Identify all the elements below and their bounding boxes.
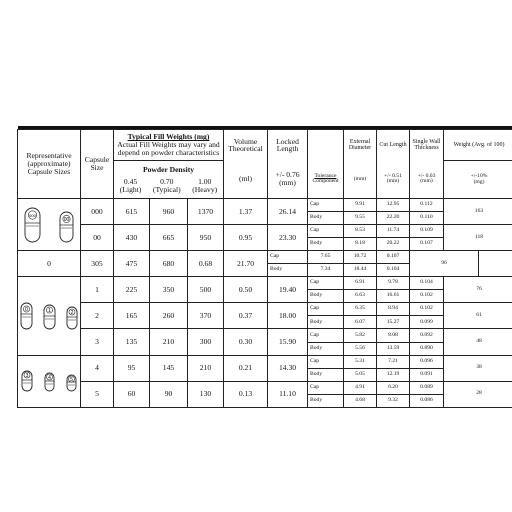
fill-light-cell: 135 bbox=[114, 329, 150, 355]
cap-wall-cell: 0.096 bbox=[410, 355, 444, 368]
fill-light-cell: 305 bbox=[81, 251, 114, 277]
fill-heavy-cell: 370 bbox=[188, 303, 224, 329]
component-body: Body bbox=[308, 290, 344, 303]
powder-density-label: Powder Density bbox=[142, 164, 195, 174]
cap-diameter-cell: 7.65 bbox=[308, 251, 344, 264]
cap-cut-length-cell: 12.95 bbox=[377, 199, 410, 212]
volume-cell: 1.37 bbox=[224, 199, 268, 225]
fill-typical-cell: 475 bbox=[114, 251, 150, 277]
tolerance-label: Tolerance bbox=[314, 172, 337, 179]
component-body: Body bbox=[268, 264, 308, 277]
cap-cut-length-cell: 8.08 bbox=[377, 329, 410, 342]
capsule-size-label: 000 bbox=[29, 212, 37, 218]
component-body: Body bbox=[308, 212, 344, 225]
body-cut-length-cell: 22.20 bbox=[377, 212, 410, 225]
weight-cell: 28 bbox=[444, 381, 512, 407]
capsule-icon bbox=[66, 306, 78, 330]
capsule-illustration-group bbox=[18, 277, 81, 355]
weight-cell: 61 bbox=[444, 303, 512, 329]
cap-cut-length-cell: 6.20 bbox=[377, 381, 410, 394]
cap-diameter-cell: 8.53 bbox=[344, 225, 377, 238]
cap-diameter-cell: 5.82 bbox=[344, 329, 377, 342]
capsule-size-cell: 000 bbox=[81, 199, 114, 225]
body-cut-length-cell: 12.19 bbox=[377, 368, 410, 381]
tolerance-spacer bbox=[308, 130, 344, 161]
body-diameter-cell: 8.18 bbox=[344, 238, 377, 251]
cap-diameter-cell: 4.91 bbox=[344, 381, 377, 394]
component-cap: Cap bbox=[268, 251, 308, 264]
density-columns bbox=[114, 178, 223, 194]
fill-heavy-cell: 950 bbox=[188, 225, 224, 251]
cut-length-header: Cut Length bbox=[377, 130, 410, 161]
volume-cell: 0.13 bbox=[224, 381, 268, 407]
capsule-size-label: 5 bbox=[70, 377, 73, 384]
typical-fill-title: Typical Fill Weights (mg) bbox=[127, 132, 210, 142]
fill-light-cell: 165 bbox=[114, 303, 150, 329]
fill-note: Actual Fill Weights may vary and depend on powder characteristics bbox=[117, 140, 220, 158]
cap-diameter-cell: 5.31 bbox=[344, 355, 377, 368]
cap-diameter-cell: 9.91 bbox=[344, 199, 377, 212]
table-row bbox=[18, 329, 512, 342]
locked-length-header: Locked Length bbox=[268, 130, 308, 161]
cap-wall-cell: 0.102 bbox=[410, 303, 444, 316]
body-diameter-cell: 6.07 bbox=[344, 316, 377, 329]
density-heavy: 1.00 (Heavy) bbox=[192, 176, 218, 194]
cap-diameter-cell: 6.91 bbox=[344, 277, 377, 290]
capsule-icon bbox=[20, 302, 33, 330]
capsule-icon bbox=[24, 207, 41, 243]
powder-density-block bbox=[114, 161, 224, 199]
table-row bbox=[18, 251, 512, 264]
fill-light-cell: 430 bbox=[114, 225, 150, 251]
cap-cut-length-cell: 9.78 bbox=[377, 277, 410, 290]
capsule-icon bbox=[21, 370, 33, 392]
body-wall-cell: 0.110 bbox=[410, 212, 444, 225]
table-row bbox=[18, 199, 512, 212]
component-cap: Cap bbox=[308, 355, 344, 368]
table-row bbox=[18, 355, 512, 368]
body-wall-cell: 0.890 bbox=[410, 342, 444, 355]
cap-wall-cell: 0.089 bbox=[410, 381, 444, 394]
weight-unit-block bbox=[444, 161, 512, 199]
component-body: Body bbox=[308, 238, 344, 251]
cut-unit-block bbox=[377, 161, 410, 199]
fill-heavy-cell: 210 bbox=[188, 355, 224, 381]
capsule-size-header: Capsule Size bbox=[81, 130, 114, 199]
capsule-size-cell: 0 bbox=[18, 251, 81, 277]
fill-heavy-cell: 500 bbox=[188, 277, 224, 303]
capsule-illustration-group bbox=[18, 355, 81, 407]
weight-cell: 96 bbox=[410, 251, 479, 277]
volume-cell: 0.95 bbox=[224, 225, 268, 251]
capsule-icon bbox=[66, 374, 77, 392]
component-cap: Cap bbox=[308, 329, 344, 342]
wall-unit-block bbox=[410, 161, 444, 199]
representative-header: Representative (approximate) Capsule Sizes bbox=[18, 130, 81, 199]
capsule-size-cell: 1 bbox=[81, 277, 114, 303]
weight-header: Weight (Avg. of 100) bbox=[444, 130, 512, 161]
locked-length-cell: 15.90 bbox=[268, 329, 308, 355]
component-cap: Cap bbox=[308, 225, 344, 238]
capsule-icon bbox=[59, 211, 74, 243]
cut-tolerance: +/- 0.51 bbox=[384, 172, 402, 179]
body-diameter-cell: 4.68 bbox=[344, 394, 377, 407]
fill-heavy-cell: 130 bbox=[188, 381, 224, 407]
capsule-size-label: 4 bbox=[48, 375, 51, 382]
body-cut-length-cell: 13.59 bbox=[377, 342, 410, 355]
cap-wall-cell: 0.092 bbox=[410, 329, 444, 342]
cap-wall-cell: 0.107 bbox=[377, 251, 410, 264]
density-light: 0.45 (Light) bbox=[119, 176, 142, 194]
locked-length-cell: 18.00 bbox=[268, 303, 308, 329]
weight-cell: 118 bbox=[444, 225, 512, 251]
body-diameter-cell: 5.56 bbox=[344, 342, 377, 355]
cap-cut-length-cell: 7.21 bbox=[377, 355, 410, 368]
cap-wall-cell: 0.104 bbox=[410, 277, 444, 290]
fill-heavy-cell: 680 bbox=[150, 251, 188, 277]
wall-unit: (mm) bbox=[420, 178, 433, 185]
locked-length-cell: 23.30 bbox=[268, 225, 308, 251]
capsule-icon bbox=[43, 304, 56, 330]
body-wall-cell: 0.091 bbox=[410, 368, 444, 381]
body-wall-cell: 0.102 bbox=[410, 290, 444, 303]
component-body: Body bbox=[308, 316, 344, 329]
capsule-illustration-group bbox=[18, 199, 81, 251]
table-row bbox=[18, 277, 512, 290]
body-diameter-cell: 7.34 bbox=[308, 264, 344, 277]
cap-wall-cell: 0.109 bbox=[410, 225, 444, 238]
weight-cell: 163 bbox=[444, 199, 512, 225]
capsule-size-cell: 00 bbox=[81, 225, 114, 251]
component-body: Body bbox=[308, 368, 344, 381]
volume-unit: (ml) bbox=[224, 161, 268, 199]
volume-header: Volume Theoretical bbox=[224, 130, 268, 161]
capsule-size-cell: 5 bbox=[81, 381, 114, 407]
body-cut-length-cell: 9.32 bbox=[377, 394, 410, 407]
body-diameter-cell: 9.55 bbox=[344, 212, 377, 225]
locked-length-cell: 11.10 bbox=[268, 381, 308, 407]
fill-typical-cell: 665 bbox=[150, 225, 188, 251]
component-cap: Cap bbox=[308, 381, 344, 394]
component-label: Component bbox=[312, 178, 339, 185]
table-row bbox=[18, 381, 512, 394]
fill-typical-cell: 260 bbox=[150, 303, 188, 329]
component-cap: Cap bbox=[308, 277, 344, 290]
typical-fill-header bbox=[114, 130, 224, 161]
fill-light-cell: 60 bbox=[114, 381, 150, 407]
capsule-size-chart bbox=[17, 126, 505, 408]
component-body: Body bbox=[308, 342, 344, 355]
capsule-size-cell: 3 bbox=[81, 329, 114, 355]
locked-length-cell: 26.14 bbox=[268, 199, 308, 225]
fill-heavy-cell: 300 bbox=[188, 329, 224, 355]
volume-cell: 0.50 bbox=[224, 277, 268, 303]
volume-cell: 0.68 bbox=[188, 251, 224, 277]
body-cut-length-cell: 20.22 bbox=[377, 238, 410, 251]
cap-cut-length-cell: 11.74 bbox=[377, 225, 410, 238]
body-cut-length-cell: 16.61 bbox=[377, 290, 410, 303]
fill-typical-cell: 210 bbox=[150, 329, 188, 355]
ext-unit: (mm) bbox=[344, 161, 377, 199]
locked-length-cell: 14.30 bbox=[268, 355, 308, 381]
density-typical: 0.70 (Typical) bbox=[152, 176, 181, 194]
locked-length-cell: 21.70 bbox=[224, 251, 268, 277]
table-row bbox=[18, 225, 512, 238]
capsule-size-label: 3 bbox=[25, 373, 29, 380]
capsule-size-label: 0 bbox=[25, 306, 29, 313]
fill-light-cell: 615 bbox=[114, 199, 150, 225]
component-body: Body bbox=[308, 394, 344, 407]
fill-heavy-cell: 1370 bbox=[188, 199, 224, 225]
volume-cell: 0.21 bbox=[224, 355, 268, 381]
body-cut-length-cell: 15.27 bbox=[377, 316, 410, 329]
external-diameter-header: External Diameter bbox=[344, 130, 377, 161]
weight-cell: 38 bbox=[444, 355, 512, 381]
cut-unit: (mm) bbox=[386, 178, 400, 185]
body-diameter-cell: 6.63 bbox=[344, 290, 377, 303]
cap-wall-cell: 0.112 bbox=[410, 199, 444, 212]
fill-light-cell: 225 bbox=[114, 277, 150, 303]
locked-length-cell: 19.40 bbox=[268, 277, 308, 303]
component-cap: Cap bbox=[308, 303, 344, 316]
locked-unit-block bbox=[268, 161, 308, 199]
fill-typical-cell: 960 bbox=[150, 199, 188, 225]
capsule-size-cell: 4 bbox=[81, 355, 114, 381]
capsule-icon bbox=[44, 372, 55, 392]
body-diameter-cell: 5.05 bbox=[344, 368, 377, 381]
body-wall-cell: 0.104 bbox=[377, 264, 410, 277]
fill-light-cell: 95 bbox=[114, 355, 150, 381]
weight-cell: 76 bbox=[444, 277, 512, 303]
cap-diameter-cell: 6.35 bbox=[344, 303, 377, 316]
locked-tolerance: +/- 0.76 bbox=[275, 170, 300, 180]
fill-typical-cell: 90 bbox=[150, 381, 188, 407]
cap-cut-length-cell: 10.72 bbox=[344, 251, 377, 264]
table-row bbox=[18, 303, 512, 316]
capsule-size-label: 1 bbox=[48, 307, 51, 314]
body-wall-cell: 0.086 bbox=[410, 394, 444, 407]
volume-cell: 0.30 bbox=[224, 329, 268, 355]
fill-typical-cell: 350 bbox=[150, 277, 188, 303]
body-cut-length-cell: 18.44 bbox=[344, 264, 377, 277]
single-wall-header: Single Wall Thickness bbox=[410, 130, 444, 161]
volume-cell: 0.37 bbox=[224, 303, 268, 329]
tolerance-component-header bbox=[308, 161, 344, 199]
wall-tolerance: +/- 0.03 bbox=[417, 172, 436, 179]
capsule-size-cell: 2 bbox=[81, 303, 114, 329]
fill-typical-cell: 145 bbox=[150, 355, 188, 381]
cap-cut-length-cell: 8.94 bbox=[377, 303, 410, 316]
locked-unit: (mm) bbox=[279, 178, 296, 188]
weight-cell: 48 bbox=[444, 329, 512, 355]
body-wall-cell: 0.099 bbox=[410, 316, 444, 329]
capsule-size-label: 2 bbox=[70, 309, 74, 316]
weight-unit: (mg) bbox=[473, 178, 485, 185]
weight-tolerance: +/-10% bbox=[470, 172, 488, 179]
capsule-size-label: 00 bbox=[63, 216, 70, 223]
body-wall-cell: 0.107 bbox=[410, 238, 444, 251]
component-cap: Cap bbox=[308, 199, 344, 212]
